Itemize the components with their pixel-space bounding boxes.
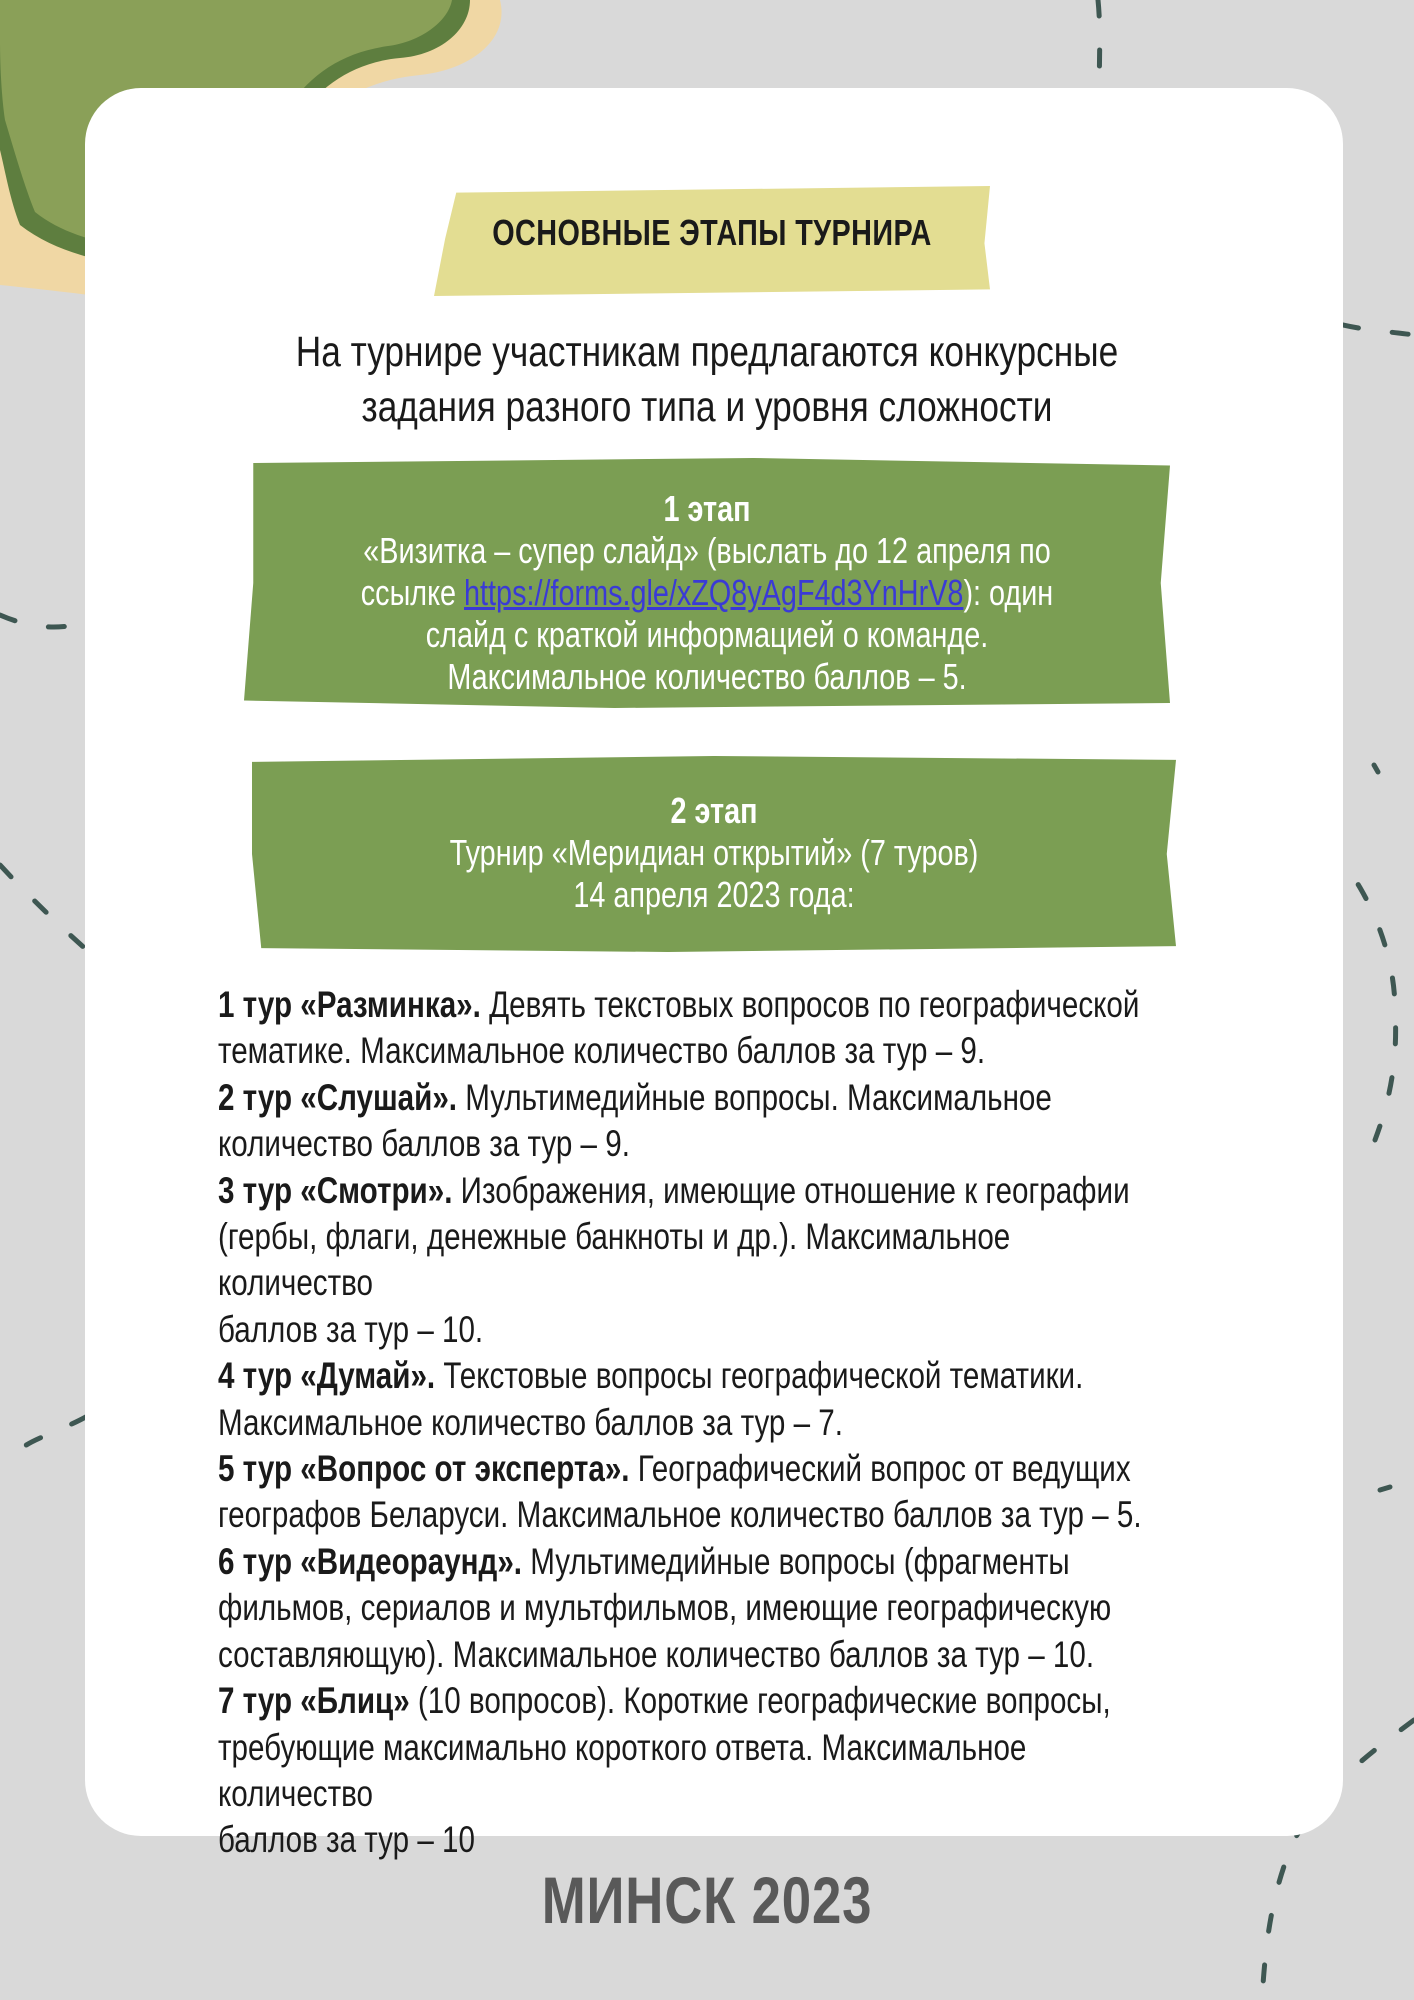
round-line: Максимальное количество баллов за тур – 7. [218, 1401, 843, 1443]
round-title: 2 тур «Слушай». [218, 1076, 458, 1118]
intro-line-1: На турнире участникам предлагаются конкурсные [295, 328, 1119, 376]
stage-2-text [344, 790, 1083, 916]
stage-2-line-1: Турнир «Меридиан открытий» (7 туров) [449, 832, 979, 873]
round-title: 7 тур «Блиц» [218, 1680, 410, 1722]
round-description: (10 вопросов). Короткие географические вопросы, [409, 1680, 1111, 1722]
round-line [218, 1168, 1170, 1214]
round-line: количество баллов за тур – 9. [218, 1123, 630, 1165]
round-title: 3 тур «Смотри». [218, 1169, 453, 1211]
stage-1-line-4: Максимальное количество баллов – 5. [447, 656, 967, 697]
stage-1-line-2 [337, 572, 1078, 614]
round-item [218, 1075, 1170, 1168]
round-description: Девять текстовых вопросов по географической [480, 984, 1140, 1025]
stage-1-line-1: «Визитка – супер слайд» (выслать до 12 апреля по [363, 530, 1051, 571]
stage-1-link-prefix: ссылке [360, 572, 465, 613]
round-description: Мультимедийные вопросы (фрагменты [522, 1540, 1070, 1582]
round-line [218, 1678, 1170, 1724]
intro-line-2: задания разного типа и уровня сложности [361, 383, 1053, 431]
round-line [218, 1353, 1170, 1399]
round-line: баллов за тур – 10. [218, 1308, 484, 1350]
round-item [218, 1353, 1170, 1446]
round-line: тематике. Максимальное количество баллов за тур – 9. [218, 1030, 986, 1072]
stage-1-title: 1 этап [663, 488, 751, 529]
round-item [218, 1168, 1170, 1354]
stage-2-title: 2 этап [670, 790, 758, 831]
rounds-list [218, 982, 1170, 1864]
registration-form-link[interactable]: https://forms.gle/xZQ8yAgF4d3YnHrV8 [464, 572, 964, 613]
footer-text: МИНСК 2023 [541, 1863, 873, 1937]
round-line [218, 1075, 1170, 1121]
round-line: составляющую). Максимальное количество баллов за тур – 10. [218, 1633, 1095, 1675]
page-title: ОСНОВНЫЕ ЭТАПЫ ТУРНИРА [492, 212, 932, 253]
round-description: Текстовые вопросы географической тематики. [435, 1355, 1084, 1397]
round-line: (гербы, флаги, денежные банкноты и др.). Максимальное количество [218, 1216, 1011, 1304]
round-title: 5 тур «Вопрос от эксперта». [218, 1448, 630, 1490]
stage-1-line-3: слайд с краткой информацией о команде. [425, 614, 989, 655]
intro-text [242, 325, 1172, 435]
round-line: баллов за тур – 10 [218, 1819, 475, 1861]
round-item [218, 1539, 1170, 1678]
round-line: географов Беларуси. Максимальное количество баллов за тур – 5. [218, 1494, 1142, 1536]
round-line [218, 1539, 1170, 1585]
round-item [218, 1446, 1170, 1539]
round-line: требующие максимально короткого ответа. Максимальное количество [218, 1726, 1027, 1814]
round-title: 1 тур «Разминка». [218, 984, 481, 1025]
round-line [218, 982, 1170, 1028]
round-item [218, 1678, 1170, 1864]
round-title: 4 тур «Думай». [218, 1355, 436, 1397]
round-item [218, 982, 1170, 1075]
stage-2-line-2: 14 апреля 2023 года: [573, 874, 855, 915]
stage-1-text [337, 488, 1078, 698]
stage-1-link-suffix: ): один [963, 572, 1054, 613]
round-description: Географический вопрос от ведущих [629, 1448, 1131, 1490]
round-description: Мультимедийные вопросы. Максимальное [457, 1076, 1052, 1118]
round-description: Изображения, имеющие отношение к географии [452, 1169, 1130, 1211]
round-title: 6 тур «Видеораунд». [218, 1540, 523, 1582]
round-line: фильмов, сериалов и мультфильмов, имеющие географическую [218, 1587, 1112, 1629]
round-line [218, 1446, 1170, 1492]
